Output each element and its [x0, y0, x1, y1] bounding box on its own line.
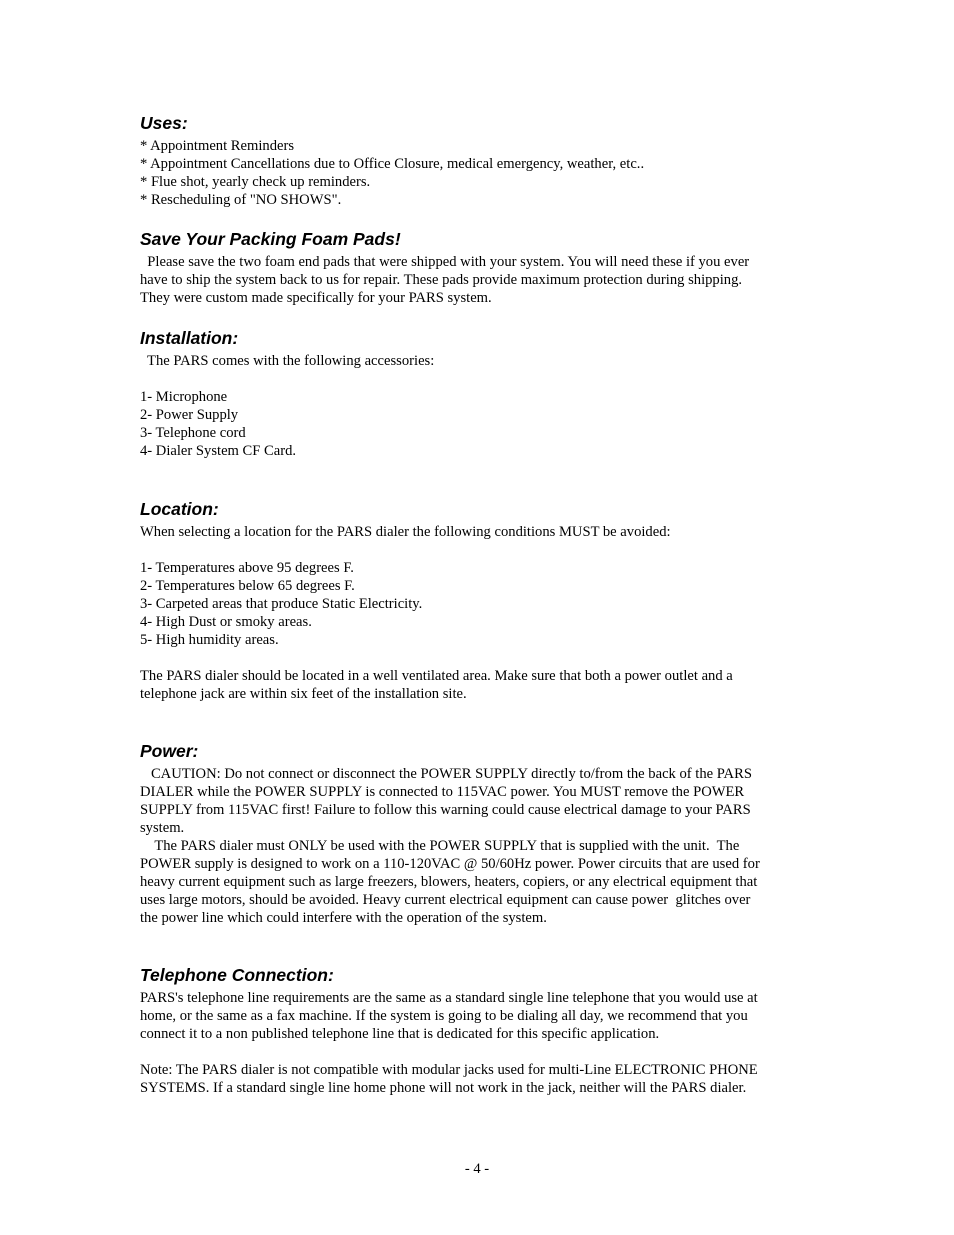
page-number: - 4 - [464, 1161, 490, 1177]
section-telephone-connection [140, 964, 810, 1097]
paragraph-line: Please save the two foam end pads that were shipped with your system. You will need these if you ever [140, 254, 750, 270]
list-item: * Appointment Cancellations due to Office Closure, medical emergency, weather, etc.. [140, 156, 645, 172]
paragraph-line: system. [140, 820, 185, 836]
paragraph-line: the power line which could interfere with the operation of the system. [140, 910, 547, 926]
uses-list [140, 137, 810, 209]
section-heading-uses: Uses: [140, 113, 188, 133]
foam-paragraph [140, 253, 810, 307]
list-item: 1- Microphone [140, 389, 228, 405]
location-intro: When selecting a location for the PARS dialer the following conditions MUST be avoided: [140, 524, 671, 540]
list-item: * Rescheduling of "NO SHOWS". [140, 192, 342, 208]
paragraph-line: telephone jack are within six feet of the installation site. [140, 686, 467, 702]
spacer-line [140, 370, 810, 388]
spacer-line [140, 541, 810, 559]
paragraph-line: PARS's telephone line requirements are the same as a standard single line telephone that you would use at [140, 990, 758, 1006]
section-foam-pads [140, 228, 810, 307]
list-item: 1- Temperatures above 95 degrees F. [140, 560, 354, 576]
list-item: 4- High Dust or smoky areas. [140, 614, 312, 630]
paragraph-line: DIALER while the POWER SUPPLY is connected to 115VAC power. You MUST remove the POWER [140, 784, 745, 800]
spacer-line [140, 649, 810, 667]
paragraph-line: SUPPLY from 115VAC first! Failure to follow this warning could cause electrical damage to your PARS [140, 802, 751, 818]
location-body [140, 523, 810, 703]
section-heading-location: Location: [140, 499, 219, 519]
section-heading-power: Power: [140, 741, 199, 761]
section-power [140, 740, 810, 927]
note-line: SYSTEMS. If a standard single line home phone will not work in the jack, neither will the PARS dialer. [140, 1080, 747, 1096]
paragraph-line: heavy current equipment such as large freezers, blowers, heaters, copiers, or any electrical equipment that [140, 874, 758, 890]
paragraph-line: They were custom made specifically for your PARS system. [140, 290, 492, 306]
paragraph-line: The PARS dialer should be located in a well ventilated area. Make sure that both a power outlet and a [140, 668, 733, 684]
paragraph-line: The PARS dialer must ONLY be used with the POWER SUPPLY that is supplied with the unit. The [140, 838, 740, 854]
list-item: * Appointment Reminders [140, 138, 295, 154]
list-item: 3- Carpeted areas that produce Static Electricity. [140, 596, 423, 612]
list-item: 3- Telephone cord [140, 425, 246, 441]
list-item: 4- Dialer System CF Card. [140, 443, 297, 459]
note-line: Note: The PARS dialer is not compatible with modular jacks used for multi-Line ELECTRONIC PHONE [140, 1062, 758, 1078]
installation-intro: The PARS comes with the following accessories: [140, 353, 435, 369]
list-item: * Flue shot, yearly check up reminders. [140, 174, 371, 190]
section-heading-telephone-connection: Telephone Connection: [140, 965, 334, 985]
spacer-line [140, 1043, 810, 1061]
list-item: 2- Temperatures below 65 degrees F. [140, 578, 355, 594]
telephone-body [140, 989, 810, 1097]
section-uses [140, 112, 810, 209]
paragraph-line: CAUTION: Do not connect or disconnect the POWER SUPPLY directly to/from the back of the PARS [140, 766, 752, 782]
list-item: 2- Power Supply [140, 407, 239, 423]
section-heading-installation: Installation: [140, 328, 239, 348]
installation-body [140, 352, 810, 460]
paragraph-line: have to ship the system back to us for repair. These pads provide maximum protection during shipping. [140, 272, 743, 288]
power-body [140, 765, 810, 927]
section-location [140, 498, 810, 703]
paragraph-line: home, or the same as a fax machine. If the system is going to be dialing all day, we recommend that you [140, 1008, 748, 1024]
section-heading-foam-pads: Save Your Packing Foam Pads! [140, 229, 401, 249]
paragraph-line: POWER supply is designed to work on a 110-120VAC @ 50/60Hz power. Power circuits that are used for [140, 856, 760, 872]
paragraph-line: connect it to a non published telephone line that is dedicated for this specific application. [140, 1026, 660, 1042]
paragraph-line: uses large motors, should be avoided. Heavy current electrical equipment can cause power glitches over [140, 892, 751, 908]
list-item: 5- High humidity areas. [140, 632, 279, 648]
section-installation [140, 327, 810, 460]
